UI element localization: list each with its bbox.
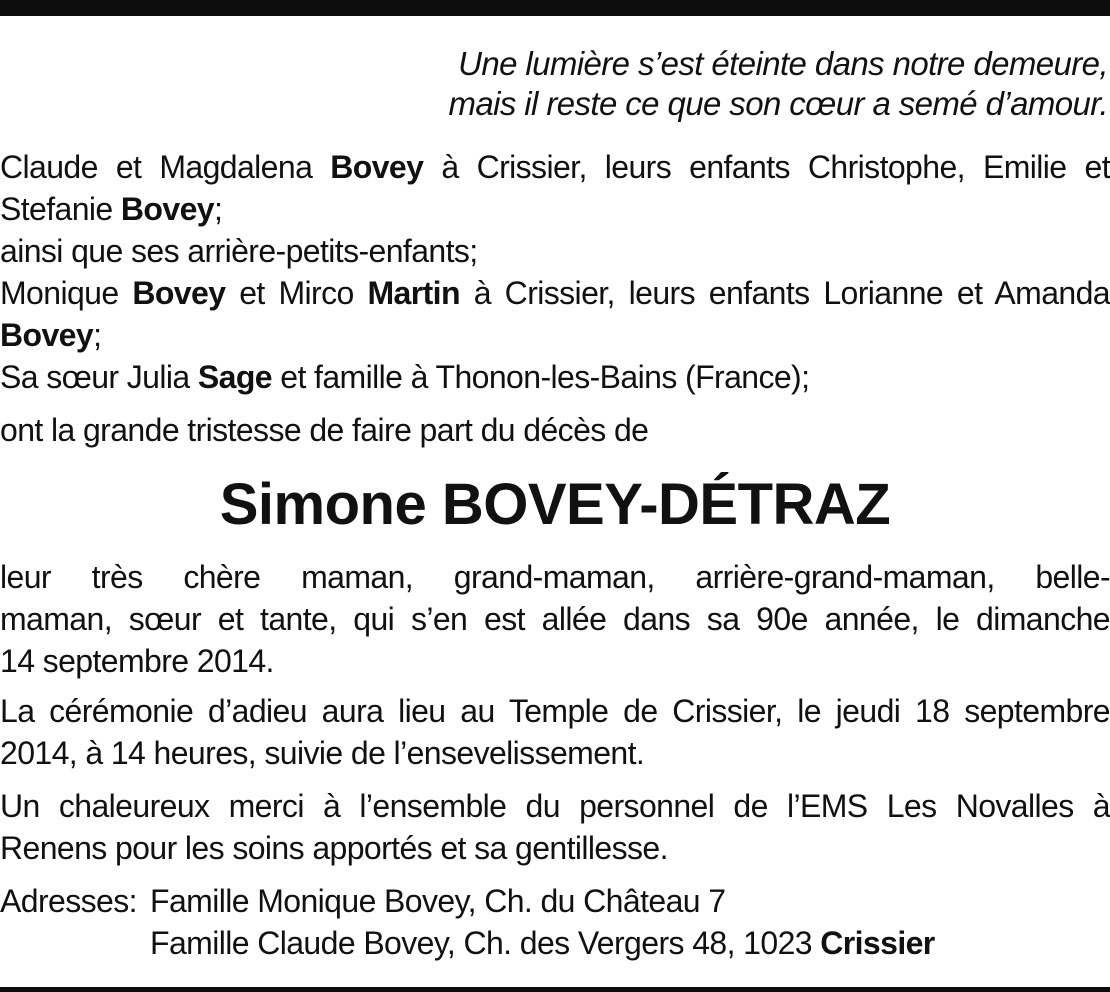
family-text: et famille à Thonon-les-Bains (France);: [271, 359, 810, 395]
motto-verse: [448, 44, 1108, 124]
surname: Bovey: [120, 191, 214, 227]
address-line-1: [0, 880, 1110, 922]
description-line-2: maman, sœur et tante, qui s’en est allée dans sa 90e année, le dimanche: [0, 601, 1110, 637]
description-paragraph: [0, 556, 1110, 682]
family-line-5: [0, 314, 1110, 356]
address-1: Famille Monique Bovey, Ch. du Château 7: [150, 883, 726, 919]
surname: Martin: [367, 275, 460, 311]
motto-line-2: mais il reste ce que son cœur a semé d’amour.: [448, 85, 1108, 122]
motto-line-1: Une lumière s’est éteinte dans notre demeure,: [458, 45, 1108, 82]
addresses-label: Adresses:: [0, 883, 137, 919]
family-line-4: [0, 272, 1110, 314]
description-line-3: 14 septembre 2014.: [0, 643, 274, 679]
top-rule: [0, 0, 1110, 16]
ceremony-line-2: 2014, à 14 heures, suivie de l’ensevelissement.: [0, 735, 645, 771]
family-text: Claude et Magdalena: [0, 149, 331, 185]
family-line-2: [0, 188, 1110, 230]
family-text: Monique: [0, 275, 133, 311]
thanks-line-1: Un chaleureux merci à l’ensemble du personnel de l’EMS Les Novalles à: [0, 788, 1110, 824]
address-2: Famille Claude Bovey, Ch. des Vergers 48, 1023: [150, 925, 821, 961]
family-line-3: ainsi que ses arrière-petits-enfants;: [0, 233, 478, 269]
announcement-text: ont la grande tristesse de faire part du décès de: [0, 412, 649, 448]
announcement: [0, 409, 1110, 451]
thanks-paragraph: [0, 785, 1110, 869]
deceased-name: Simone BOVEY-DÉTRAZ: [219, 472, 891, 537]
ceremony-line-1: La cérémonie d’adieu aura lieu au Temple de Crissier, le jeudi 18 septembre: [0, 693, 1110, 729]
family-text: ;: [213, 191, 223, 227]
family-text: et Mirco: [225, 275, 368, 311]
surname: Bovey: [330, 149, 424, 185]
surname: Bovey: [132, 275, 226, 311]
address-city: Crissier: [820, 925, 935, 961]
ceremony-paragraph: [0, 690, 1110, 774]
family-text: à Crissier, leurs enfants Christophe, Emilie et: [423, 149, 1110, 185]
family-list: [0, 146, 1110, 398]
family-line-1: [0, 146, 1110, 188]
family-text: ;: [93, 317, 102, 353]
description-line-1: leur très chère maman, grand-maman, arrière-grand-maman, belle-: [0, 559, 1110, 595]
thanks-line-2: Renens pour les soins apportés et sa gentillesse.: [0, 830, 668, 866]
family-text: Stefanie: [0, 191, 121, 227]
family-text: Sa sœur Julia: [0, 359, 198, 395]
bottom-rule: [0, 987, 1110, 992]
surname: Sage: [197, 359, 272, 395]
addresses: [0, 880, 1110, 964]
address-line-2: [0, 922, 1110, 964]
surname: Bovey: [0, 317, 94, 353]
family-text: à Crissier, leurs enfants Lorianne et Amanda: [459, 275, 1110, 311]
family-line-6: [0, 356, 1110, 398]
